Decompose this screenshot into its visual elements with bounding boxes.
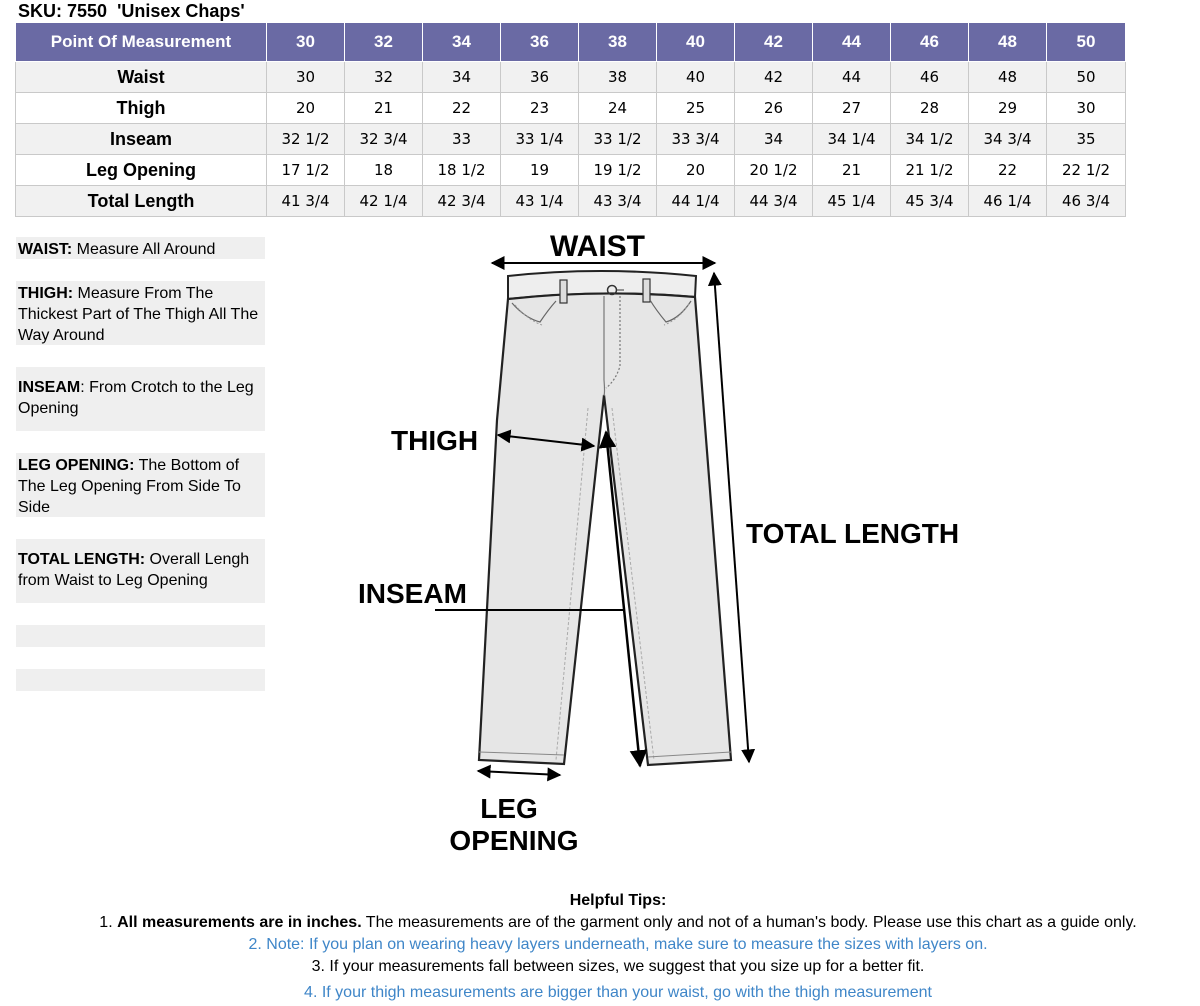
table-cell: 34 (423, 62, 501, 93)
table-cell: 30 (1047, 93, 1126, 124)
tip-3: 3. If your measurements fall between sizes, we suggest that you size up for a better fit. (311, 958, 925, 975)
size-header-42: 42 (735, 23, 813, 62)
definition-term: THIGH: (18, 285, 74, 302)
tip-2: 2. Note: If you plan on wearing heavy layers underneath, make sure to measure the sizes with layers on. (248, 936, 988, 953)
table-cell: 18 1/2 (423, 155, 501, 186)
tip-4: 4. If your thigh measurements are bigger than your waist, go with the thigh measurement (304, 984, 932, 1001)
leg-opening-diagram-label-line1: LEG (480, 793, 538, 824)
table-cell: 34 1/2 (891, 124, 969, 155)
table-cell: 38 (579, 62, 657, 93)
table-cell: 42 (735, 62, 813, 93)
table-cell: 20 (267, 93, 345, 124)
sku-number: 7550 (67, 1, 108, 21)
size-header-38: 38 (579, 23, 657, 62)
waist-diagram-label: WAIST (550, 230, 645, 263)
table-cell: 30 (267, 62, 345, 93)
size-header-30: 30 (267, 23, 345, 62)
table-cell: 46 (891, 62, 969, 93)
table-cell: 19 (501, 155, 579, 186)
table-cell: 24 (579, 93, 657, 124)
definition-text: Overall Lengh from Waist to Leg Opening (18, 551, 250, 589)
table-cell: 29 (969, 93, 1047, 124)
point-of-measurement-header: Point Of Measurement (16, 23, 267, 62)
definition-text: : From Crotch to the Leg Opening (18, 379, 254, 417)
table-cell: 48 (969, 62, 1047, 93)
table-cell: 44 3/4 (735, 186, 813, 217)
size-header-44: 44 (813, 23, 891, 62)
table-cell: 44 (813, 62, 891, 93)
table-cell: 36 (501, 62, 579, 93)
total-length-diagram-label: TOTAL LENGTH (746, 518, 960, 549)
table-cell: 33 1/4 (501, 124, 579, 155)
row-label: Waist (16, 62, 267, 93)
row-label: Inseam (16, 124, 267, 155)
size-header-40: 40 (657, 23, 735, 62)
table-cell: 46 3/4 (1047, 186, 1126, 217)
table-cell: 21 (813, 155, 891, 186)
size-header-32: 32 (345, 23, 423, 62)
row-label: Leg Opening (16, 155, 267, 186)
table-cell: 17 1/2 (267, 155, 345, 186)
table-cell: 43 1/4 (501, 186, 579, 217)
definition-term: LEG OPENING: (18, 457, 135, 474)
table-cell: 22 1/2 (1047, 155, 1126, 186)
table-cell: 21 (345, 93, 423, 124)
table-cell: 42 3/4 (423, 186, 501, 217)
table-cell: 23 (501, 93, 579, 124)
definition-text: Measure All Around (72, 241, 216, 258)
table-cell: 34 1/4 (813, 124, 891, 155)
definition-term: INSEAM (18, 379, 81, 396)
table-cell: 26 (735, 93, 813, 124)
table-cell: 44 1/4 (657, 186, 735, 217)
table-cell: 33 1/2 (579, 124, 657, 155)
table-cell: 28 (891, 93, 969, 124)
inseam-diagram-label: INSEAM (358, 578, 467, 609)
row-label: Thigh (16, 93, 267, 124)
tip-1 (0, 912, 1200, 934)
tips-title: Helpful Tips: (569, 892, 667, 909)
table-cell: 40 (657, 62, 735, 93)
table-cell: 32 3/4 (345, 124, 423, 155)
row-label: Total Length (16, 186, 267, 217)
size-header-34: 34 (423, 23, 501, 62)
table-cell: 50 (1047, 62, 1126, 93)
table-cell: 20 (657, 155, 735, 186)
sku-product-name: 'Unisex Chaps' (117, 1, 245, 21)
table-cell: 41 3/4 (267, 186, 345, 217)
table-cell: 32 1/2 (267, 124, 345, 155)
table-cell: 35 (1047, 124, 1126, 155)
table-cell: 32 (345, 62, 423, 93)
definition-term: TOTAL LENGTH: (18, 551, 146, 568)
table-cell: 20 1/2 (735, 155, 813, 186)
table-cell: 45 3/4 (891, 186, 969, 217)
leg-opening-arrow-icon (478, 771, 560, 775)
sku-label: SKU: (18, 1, 62, 21)
tip-1-prefix: 1. (99, 914, 118, 931)
tip-1-rest: The measurements are of the garment only and not of a human's body. Please use this chart as a guide only. (361, 914, 1137, 931)
table-cell: 22 (423, 93, 501, 124)
table-cell: 34 (735, 124, 813, 155)
size-header-36: 36 (501, 23, 579, 62)
table-cell: 43 3/4 (579, 186, 657, 217)
size-header-46: 46 (891, 23, 969, 62)
table-cell: 46 1/4 (969, 186, 1047, 217)
definition-text: Measure From The Thickest Part of The Thigh All The Way Around (18, 285, 259, 344)
tip-1-bold: All measurements are in inches. (117, 914, 362, 931)
table-cell: 19 1/2 (579, 155, 657, 186)
table-cell: 45 1/4 (813, 186, 891, 217)
table-cell: 27 (813, 93, 891, 124)
table-cell: 22 (969, 155, 1047, 186)
table-cell: 42 1/4 (345, 186, 423, 217)
table-cell: 18 (345, 155, 423, 186)
thigh-diagram-label: THIGH (391, 425, 479, 456)
leg-opening-diagram-label-line2: OPENING (449, 825, 579, 856)
table-cell: 34 3/4 (969, 124, 1047, 155)
size-header-48: 48 (969, 23, 1047, 62)
table-cell: 33 (423, 124, 501, 155)
definition-term: WAIST: (18, 241, 73, 258)
size-header-50: 50 (1047, 23, 1126, 62)
table-cell: 25 (657, 93, 735, 124)
table-cell: 21 1/2 (891, 155, 969, 186)
helpful-tips (0, 890, 1200, 1004)
table-cell: 33 3/4 (657, 124, 735, 155)
definition-text: The Bottom of The Leg Opening From Side To Side (18, 457, 241, 516)
pants-outline-icon (479, 271, 731, 765)
